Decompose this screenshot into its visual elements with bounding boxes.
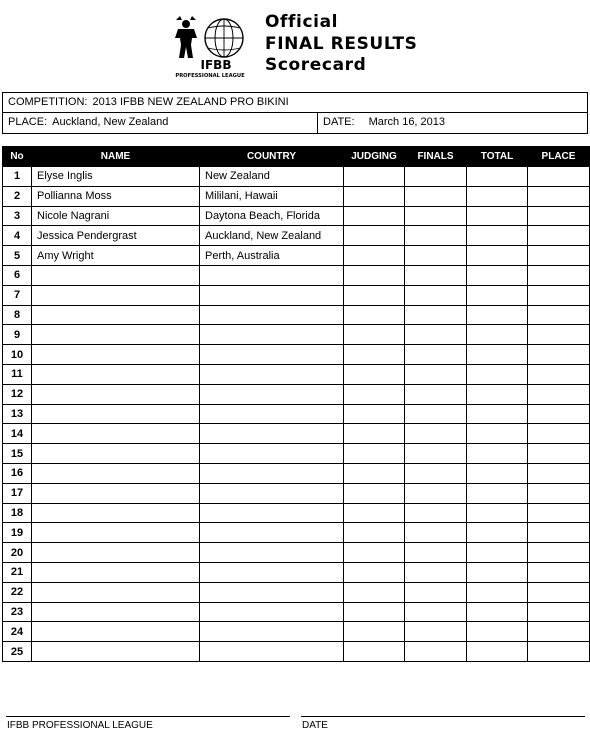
competitor-country <box>200 265 344 285</box>
row-number: 24 <box>3 622 32 642</box>
row-number: 5 <box>3 246 32 266</box>
place-cell <box>528 364 590 384</box>
col-header-name: NAME <box>32 147 200 167</box>
competition-info <box>2 92 588 134</box>
finals-cell <box>405 305 467 325</box>
total-cell <box>467 523 528 543</box>
table-row <box>3 384 590 404</box>
table-row <box>3 503 590 523</box>
row-number: 9 <box>3 325 32 345</box>
table-row <box>3 404 590 424</box>
judging-cell <box>344 226 405 246</box>
competitor-country <box>200 444 344 464</box>
competitor-name <box>32 345 200 365</box>
competitor-name <box>32 384 200 404</box>
place-cell <box>528 384 590 404</box>
table-row <box>3 483 590 503</box>
finals-cell <box>405 364 467 384</box>
row-number: 25 <box>3 642 32 662</box>
judging-cell <box>344 503 405 523</box>
place-cell <box>528 523 590 543</box>
total-cell <box>467 167 528 187</box>
table-row <box>3 463 590 483</box>
row-number: 19 <box>3 523 32 543</box>
results-table <box>2 146 590 662</box>
scorecard-title <box>265 12 417 77</box>
judging-cell <box>344 265 405 285</box>
judging-cell <box>344 246 405 266</box>
total-cell <box>467 325 528 345</box>
place-cell <box>528 404 590 424</box>
competitor-country <box>200 424 344 444</box>
total-cell <box>467 246 528 266</box>
date-signature-line <box>301 716 585 717</box>
total-cell <box>467 305 528 325</box>
competitor-name: Jessica Pendergrast <box>32 226 200 246</box>
total-cell <box>467 463 528 483</box>
competition-value: 2013 IFBB NEW ZEALAND PRO BIKINI <box>92 96 289 108</box>
total-cell <box>467 424 528 444</box>
table-row <box>3 364 590 384</box>
competitor-country <box>200 483 344 503</box>
competitor-name <box>32 582 200 602</box>
table-row <box>3 602 590 622</box>
total-cell <box>467 582 528 602</box>
judging-cell <box>344 483 405 503</box>
table-row <box>3 206 590 226</box>
judging-cell <box>344 523 405 543</box>
competitor-name <box>32 523 200 543</box>
competitor-country <box>200 523 344 543</box>
competitor-name <box>32 483 200 503</box>
finals-cell <box>405 206 467 226</box>
competitor-country <box>200 325 344 345</box>
competitor-name <box>32 543 200 563</box>
col-header-finals: FINALS <box>405 147 467 167</box>
table-row <box>3 543 590 563</box>
finals-cell <box>405 424 467 444</box>
results-body <box>3 167 590 662</box>
competitor-country <box>200 404 344 424</box>
total-cell <box>467 226 528 246</box>
total-cell <box>467 265 528 285</box>
competitor-name <box>32 325 200 345</box>
table-row <box>3 562 590 582</box>
competitor-country <box>200 364 344 384</box>
total-cell <box>467 503 528 523</box>
judging-cell <box>344 325 405 345</box>
place-cell <box>528 483 590 503</box>
competitor-country <box>200 642 344 662</box>
row-number: 16 <box>3 463 32 483</box>
competitor-country: Auckland, New Zealand <box>200 226 344 246</box>
judging-cell <box>344 444 405 464</box>
date-cell <box>318 113 587 133</box>
table-row <box>3 246 590 266</box>
league-signature-label: IFBB PROFESSIONAL LEAGUE <box>7 720 153 731</box>
competitor-country: New Zealand <box>200 167 344 187</box>
competitor-name <box>32 424 200 444</box>
place-cell <box>528 285 590 305</box>
table-row <box>3 265 590 285</box>
competitor-name <box>32 503 200 523</box>
place-cell <box>528 167 590 187</box>
place-date-row <box>3 113 587 133</box>
competitor-country <box>200 602 344 622</box>
row-number: 12 <box>3 384 32 404</box>
judging-cell <box>344 642 405 662</box>
judging-cell <box>344 186 405 206</box>
row-number: 14 <box>3 424 32 444</box>
table-row <box>3 226 590 246</box>
col-header-judging: JUDGING <box>344 147 405 167</box>
place-label: PLACE: <box>8 116 48 128</box>
total-cell <box>467 622 528 642</box>
competitor-country <box>200 503 344 523</box>
table-row <box>3 424 590 444</box>
finals-cell <box>405 226 467 246</box>
judging-cell <box>344 364 405 384</box>
finals-cell <box>405 602 467 622</box>
table-row <box>3 167 590 187</box>
judging-cell <box>344 206 405 226</box>
place-cell <box>528 345 590 365</box>
col-header-total: TOTAL <box>467 147 528 167</box>
place-cell <box>528 305 590 325</box>
place-cell <box>528 562 590 582</box>
row-number: 21 <box>3 562 32 582</box>
total-cell <box>467 206 528 226</box>
table-row <box>3 582 590 602</box>
judging-cell <box>344 404 405 424</box>
judging-cell <box>344 562 405 582</box>
table-row <box>3 523 590 543</box>
competitor-name <box>32 265 200 285</box>
place-cell <box>528 543 590 563</box>
place-cell <box>528 503 590 523</box>
total-cell <box>467 345 528 365</box>
place-cell <box>528 622 590 642</box>
place-cell <box>528 444 590 464</box>
row-number: 18 <box>3 503 32 523</box>
finals-cell <box>405 325 467 345</box>
row-number: 22 <box>3 582 32 602</box>
total-cell <box>467 364 528 384</box>
finals-cell <box>405 543 467 563</box>
total-cell <box>467 483 528 503</box>
row-number: 11 <box>3 364 32 384</box>
finals-cell <box>405 186 467 206</box>
competitor-name <box>32 463 200 483</box>
finals-cell <box>405 285 467 305</box>
finals-cell <box>405 167 467 187</box>
competitor-country <box>200 463 344 483</box>
place-cell <box>528 602 590 622</box>
logo-subtext: PROFESSIONAL LEAGUE <box>175 73 245 78</box>
competitor-country <box>200 384 344 404</box>
place-cell <box>528 226 590 246</box>
row-number: 2 <box>3 186 32 206</box>
finals-cell <box>405 463 467 483</box>
total-cell <box>467 285 528 305</box>
competitor-name <box>32 404 200 424</box>
judging-cell <box>344 582 405 602</box>
finals-cell <box>405 622 467 642</box>
competitor-country <box>200 582 344 602</box>
table-row <box>3 305 590 325</box>
competitor-name <box>32 602 200 622</box>
results-header-row <box>3 147 590 167</box>
place-cell <box>528 265 590 285</box>
table-row <box>3 186 590 206</box>
finals-cell <box>405 404 467 424</box>
row-number: 4 <box>3 226 32 246</box>
total-cell <box>467 444 528 464</box>
finals-cell <box>405 642 467 662</box>
competitor-country <box>200 305 344 325</box>
place-cell <box>528 582 590 602</box>
table-row <box>3 285 590 305</box>
place-cell <box>528 463 590 483</box>
competitor-name: Pollianna Moss <box>32 186 200 206</box>
title-line-3: Scorecard <box>265 55 367 75</box>
row-number: 10 <box>3 345 32 365</box>
total-cell <box>467 384 528 404</box>
table-row <box>3 642 590 662</box>
competitor-country <box>200 543 344 563</box>
place-value: Auckland, New Zealand <box>52 116 169 128</box>
finals-cell <box>405 582 467 602</box>
row-number: 6 <box>3 265 32 285</box>
date-value: March 16, 2013 <box>368 116 446 128</box>
total-cell <box>467 404 528 424</box>
league-signature-line <box>6 716 290 717</box>
date-signature-label: DATE <box>302 720 328 731</box>
competition-cell <box>3 93 289 112</box>
table-row <box>3 325 590 345</box>
place-cell <box>528 325 590 345</box>
total-cell <box>467 186 528 206</box>
total-cell <box>467 562 528 582</box>
competitor-name <box>32 305 200 325</box>
finals-cell <box>405 523 467 543</box>
competitor-country: Mililani, Hawaii <box>200 186 344 206</box>
competition-row <box>3 93 587 113</box>
table-row <box>3 345 590 365</box>
row-number: 3 <box>3 206 32 226</box>
finals-cell <box>405 246 467 266</box>
finals-cell <box>405 265 467 285</box>
title-line-2: FINAL RESULTS <box>265 33 418 54</box>
table-row <box>3 622 590 642</box>
competitor-country <box>200 562 344 582</box>
competitor-name <box>32 622 200 642</box>
total-cell <box>467 543 528 563</box>
row-number: 20 <box>3 543 32 563</box>
total-cell <box>467 602 528 622</box>
col-header-country: COUNTRY <box>200 147 344 167</box>
finals-cell <box>405 562 467 582</box>
place-cell <box>528 246 590 266</box>
competitor-country: Daytona Beach, Florida <box>200 206 344 226</box>
competitor-country <box>200 622 344 642</box>
row-number: 1 <box>3 167 32 187</box>
judging-cell <box>344 543 405 563</box>
judging-cell <box>344 167 405 187</box>
judging-cell <box>344 463 405 483</box>
competitor-name <box>32 642 200 662</box>
row-number: 7 <box>3 285 32 305</box>
place-cell <box>528 186 590 206</box>
place-cell <box>528 642 590 662</box>
row-number: 13 <box>3 404 32 424</box>
competitor-name <box>32 562 200 582</box>
judging-cell <box>344 602 405 622</box>
date-label: DATE: <box>323 116 355 128</box>
finals-cell <box>405 345 467 365</box>
row-number: 23 <box>3 602 32 622</box>
competitor-name <box>32 285 200 305</box>
row-number: 8 <box>3 305 32 325</box>
finals-cell <box>405 503 467 523</box>
place-cell <box>528 206 590 226</box>
finals-cell <box>405 444 467 464</box>
title-line-1: Official <box>265 12 339 32</box>
competitor-name: Amy Wright <box>32 246 200 266</box>
judging-cell <box>344 622 405 642</box>
ifbb-logo <box>166 14 258 78</box>
judging-cell <box>344 305 405 325</box>
col-header-place: PLACE <box>528 147 590 167</box>
judging-cell <box>344 424 405 444</box>
scorecard-header <box>0 0 590 88</box>
competitor-country <box>200 285 344 305</box>
competitor-name <box>32 444 200 464</box>
place-cell <box>528 424 590 444</box>
logo-text: IFBB <box>200 58 232 72</box>
col-header-no: No <box>3 147 32 167</box>
competition-label: COMPETITION: <box>8 96 88 108</box>
competitor-name: Elyse Inglis <box>32 167 200 187</box>
judging-cell <box>344 285 405 305</box>
table-row <box>3 444 590 464</box>
judging-cell <box>344 345 405 365</box>
total-cell <box>467 642 528 662</box>
competitor-name <box>32 364 200 384</box>
competitor-country <box>200 345 344 365</box>
place-cell <box>3 113 318 133</box>
row-number: 15 <box>3 444 32 464</box>
judging-cell <box>344 384 405 404</box>
finals-cell <box>405 483 467 503</box>
row-number: 17 <box>3 483 32 503</box>
competitor-country: Perth, Australia <box>200 246 344 266</box>
finals-cell <box>405 384 467 404</box>
competitor-name: Nicole Nagrani <box>32 206 200 226</box>
